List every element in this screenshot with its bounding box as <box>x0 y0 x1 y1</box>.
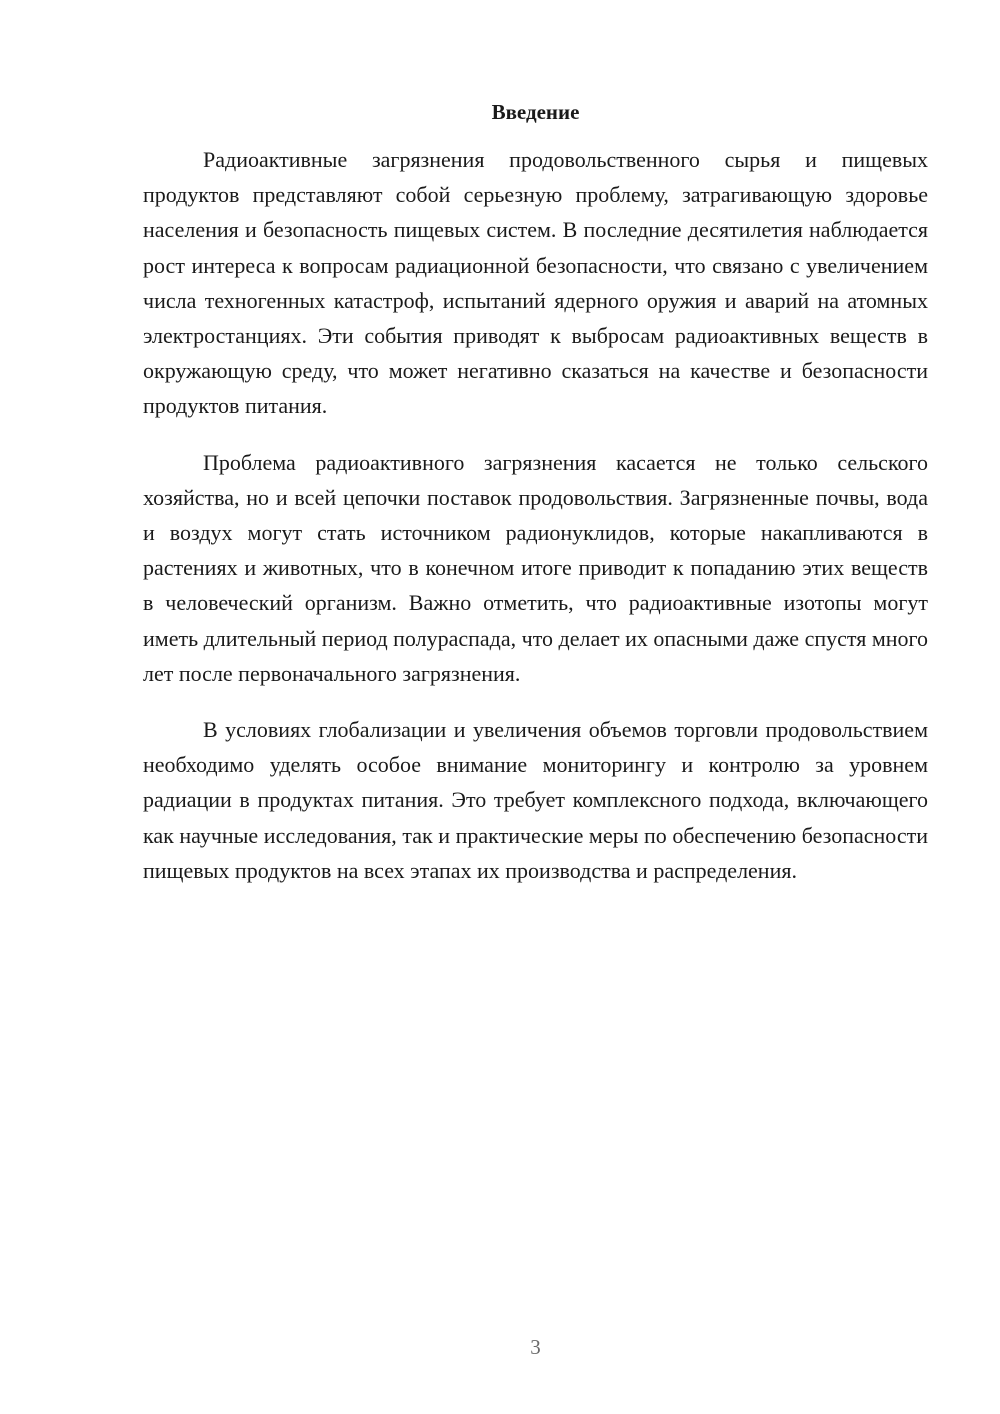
paragraph-2: Проблема радиоактивного загрязнения касается не только сельского хозяйства, но и всей цепочки поставок продовольствия. Загрязненные почвы, вода и воздух могут стать источником радионуклидов, которые накапливаются в растениях и животных, что в конечном итоге приводит к попаданию этих веществ в человеческий организм. Важно отметить, что радиоактивные изотопы могут иметь длительный период полураспада, что делает их опасными даже спустя много лет после первоначального загрязнения. <box>143 449 928 686</box>
page-number: 3 <box>530 1335 541 1359</box>
paragraph-3: В условиях глобализации и увеличения объемов торговли продовольствием необходимо уделять особое внимание мониторингу и контролю за уровнем радиации в продуктах питания. Это требует комплексного подхода, включающего как научные исследования, так и практические меры по обеспечению безопасности пищевых продуктов на всех этапах их производства и распределения. <box>143 717 928 883</box>
section-title: Введение <box>491 100 580 124</box>
paragraph-1: Радиоактивные загрязнения продовольственного сырья и пищевых продуктов представляют собой серьезную проблему, затрагивающую здоровье населения и безопасность пищевых систем. В последние десятилетия наблюдается рост интереса к вопросам радиационной безопасности, что связано с увеличением числа техногенных катастроф, испытаний ядерного оружия и аварий на атомных электростанциях. Эти события приводят к выбросам радиоактивных веществ в окружающую среду, что может негативно сказаться на качестве и безопасности продуктов питания. <box>143 147 928 419</box>
document-body <box>143 142 928 909</box>
